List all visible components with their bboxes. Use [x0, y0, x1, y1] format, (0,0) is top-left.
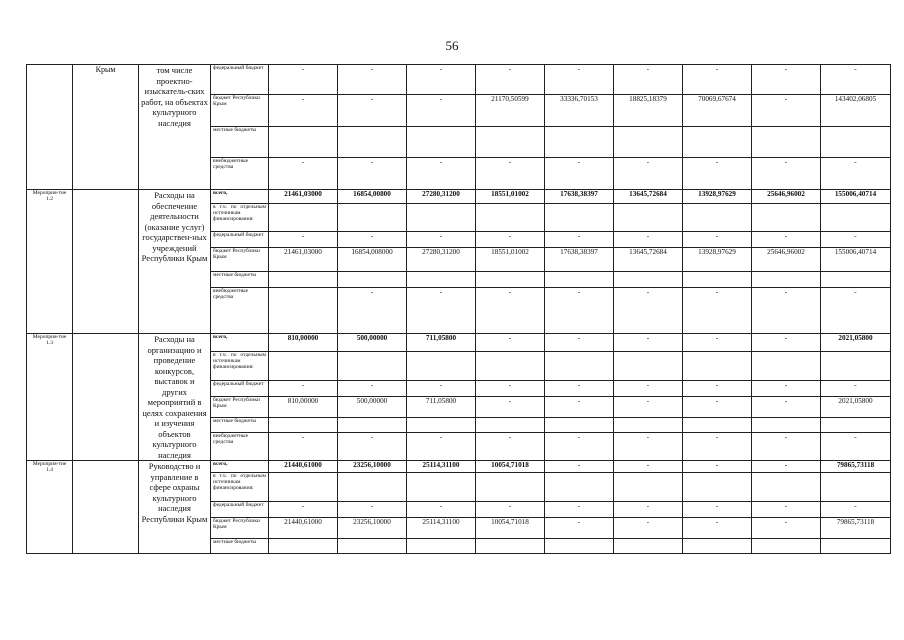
- amount-cell: [269, 204, 338, 232]
- amount-cell: -: [683, 158, 752, 190]
- amount-cell: [752, 272, 821, 288]
- amount-cell: [269, 352, 338, 380]
- amount-cell: -: [545, 461, 614, 473]
- amount-cell: 18825,18379: [614, 95, 683, 127]
- amount-cell: [338, 352, 407, 380]
- funding-source: федеральный бюджет: [211, 65, 269, 95]
- amount-cell: -: [338, 158, 407, 190]
- funding-source: бюджет Республики Крым: [211, 518, 269, 539]
- amount-cell: 25646,96002: [752, 190, 821, 204]
- amount-cell: -: [476, 158, 545, 190]
- amount-cell: 79865,73118: [821, 461, 891, 473]
- amount-cell: [821, 204, 891, 232]
- amount-cell: 17638,38397: [545, 248, 614, 272]
- table-row: [27, 190, 891, 204]
- amount-cell: 16854,00800: [338, 190, 407, 204]
- amount-cell: 810,00000: [269, 334, 338, 352]
- amount-cell: [752, 418, 821, 432]
- amount-cell: -: [338, 288, 407, 334]
- amount-cell: [407, 473, 476, 502]
- amount-cell: 21461,03000: [269, 190, 338, 204]
- amount-cell: [338, 418, 407, 432]
- amount-cell: -: [269, 502, 338, 518]
- amount-cell: [269, 272, 338, 288]
- amount-cell: [752, 127, 821, 158]
- table-row: [27, 65, 891, 95]
- amount-cell: -: [752, 380, 821, 396]
- funding-source: местные бюджеты: [211, 539, 269, 554]
- event-label: Мероприя-тие 1.4: [27, 461, 73, 554]
- amount-cell: [683, 418, 752, 432]
- amount-cell: -: [269, 232, 338, 248]
- amount-cell: [269, 288, 338, 334]
- amount-cell: -: [614, 232, 683, 248]
- amount-cell: [821, 352, 891, 380]
- amount-cell: [614, 473, 683, 502]
- amount-cell: [476, 539, 545, 554]
- amount-cell: -: [545, 288, 614, 334]
- amount-cell: -: [752, 461, 821, 473]
- funding-source: местные бюджеты: [211, 418, 269, 432]
- amount-cell: -: [545, 334, 614, 352]
- amount-cell: [752, 539, 821, 554]
- amount-cell: 711,05800: [407, 334, 476, 352]
- amount-cell: 18551,01002: [476, 248, 545, 272]
- amount-cell: -: [338, 432, 407, 460]
- amount-cell: -: [683, 518, 752, 539]
- amount-cell: [545, 473, 614, 502]
- amount-cell: -: [407, 380, 476, 396]
- amount-cell: [338, 473, 407, 502]
- funding-source: федеральный бюджет: [211, 502, 269, 518]
- amount-cell: 500,00000: [338, 396, 407, 417]
- funding-source: внебюджетные средства: [211, 158, 269, 190]
- amount-cell: [545, 204, 614, 232]
- amount-cell: 155006,40714: [821, 248, 891, 272]
- amount-cell: [683, 473, 752, 502]
- table-row: [27, 461, 891, 473]
- amount-cell: [614, 127, 683, 158]
- amount-cell: 79865,73118: [821, 518, 891, 539]
- amount-cell: 13928,97629: [683, 190, 752, 204]
- amount-cell: 13645,72684: [614, 190, 683, 204]
- amount-cell: -: [752, 502, 821, 518]
- funding-source: внебюджетные средства: [211, 432, 269, 460]
- amount-cell: [821, 418, 891, 432]
- amount-cell: -: [614, 518, 683, 539]
- coexecutor-cell: [73, 334, 139, 461]
- amount-cell: -: [752, 432, 821, 460]
- coexecutor-cell: Крым: [73, 65, 139, 190]
- amount-cell: [269, 127, 338, 158]
- amount-cell: -: [614, 334, 683, 352]
- funding-source: в т.ч. по отдельным источникам финансирования:: [211, 204, 269, 232]
- amount-cell: [752, 473, 821, 502]
- amount-cell: 21440,61000: [269, 461, 338, 473]
- amount-cell: -: [614, 502, 683, 518]
- amount-cell: -: [407, 95, 476, 127]
- amount-cell: -: [545, 396, 614, 417]
- funding-source: федеральный бюджет: [211, 232, 269, 248]
- amount-cell: [476, 272, 545, 288]
- amount-cell: [545, 127, 614, 158]
- amount-cell: [821, 127, 891, 158]
- funding-source: федеральный бюджет: [211, 380, 269, 396]
- table-row: [27, 334, 891, 352]
- amount-cell: [821, 473, 891, 502]
- amount-cell: -: [614, 288, 683, 334]
- amount-cell: -: [338, 380, 407, 396]
- amount-cell: -: [407, 232, 476, 248]
- budget-table: [26, 64, 891, 554]
- amount-cell: -: [683, 232, 752, 248]
- amount-cell: -: [407, 502, 476, 518]
- amount-cell: [614, 539, 683, 554]
- amount-cell: 13645,72684: [614, 248, 683, 272]
- amount-cell: [476, 204, 545, 232]
- amount-cell: -: [476, 432, 545, 460]
- amount-cell: 155006,40714: [821, 190, 891, 204]
- amount-cell: 25114,31100: [407, 518, 476, 539]
- amount-cell: -: [269, 432, 338, 460]
- amount-cell: -: [752, 334, 821, 352]
- amount-cell: [683, 352, 752, 380]
- amount-cell: [407, 418, 476, 432]
- amount-cell: 33336,70153: [545, 95, 614, 127]
- amount-cell: -: [683, 288, 752, 334]
- amount-cell: [269, 539, 338, 554]
- amount-cell: [338, 204, 407, 232]
- coexecutor-cell: [73, 190, 139, 334]
- amount-cell: [338, 539, 407, 554]
- amount-cell: -: [614, 380, 683, 396]
- amount-cell: 2021,05800: [821, 334, 891, 352]
- amount-cell: -: [752, 158, 821, 190]
- amount-cell: -: [614, 461, 683, 473]
- amount-cell: 18551,01002: [476, 190, 545, 204]
- amount-cell: 810,00000: [269, 396, 338, 417]
- amount-cell: -: [476, 334, 545, 352]
- amount-cell: -: [476, 288, 545, 334]
- amount-cell: -: [545, 502, 614, 518]
- event-label: Мероприя-тие 1.3: [27, 334, 73, 461]
- amount-cell: [614, 204, 683, 232]
- amount-cell: [545, 272, 614, 288]
- amount-cell: -: [821, 288, 891, 334]
- amount-cell: [407, 352, 476, 380]
- funding-source: всего,: [211, 334, 269, 352]
- amount-cell: -: [683, 396, 752, 417]
- event-name: Расходы на организацию и проведение конкурсов, выставок и других мероприятий в целях сохранения и изучения объектов культурного наследия: [139, 334, 211, 461]
- amount-cell: -: [338, 502, 407, 518]
- funding-source: бюджет Республики Крым: [211, 396, 269, 417]
- amount-cell: 21461,03000: [269, 248, 338, 272]
- amount-cell: -: [683, 461, 752, 473]
- amount-cell: 143402,06805: [821, 95, 891, 127]
- event-label: Мероприя-тие 1.2: [27, 190, 73, 334]
- amount-cell: [683, 204, 752, 232]
- amount-cell: -: [683, 502, 752, 518]
- amount-cell: -: [752, 65, 821, 95]
- amount-cell: [476, 127, 545, 158]
- amount-cell: 711,05800: [407, 396, 476, 417]
- amount-cell: [269, 473, 338, 502]
- funding-source: местные бюджеты: [211, 272, 269, 288]
- amount-cell: -: [476, 380, 545, 396]
- funding-source: бюджет Республики Крым: [211, 248, 269, 272]
- amount-cell: -: [545, 65, 614, 95]
- amount-cell: -: [821, 158, 891, 190]
- amount-cell: -: [614, 432, 683, 460]
- amount-cell: [683, 272, 752, 288]
- amount-cell: -: [269, 65, 338, 95]
- amount-cell: -: [752, 518, 821, 539]
- page-number: 56: [445, 38, 459, 53]
- amount-cell: -: [407, 432, 476, 460]
- amount-cell: 2021,05800: [821, 396, 891, 417]
- amount-cell: [683, 539, 752, 554]
- amount-cell: -: [614, 158, 683, 190]
- amount-cell: -: [407, 158, 476, 190]
- amount-cell: -: [683, 65, 752, 95]
- amount-cell: [407, 539, 476, 554]
- amount-cell: -: [752, 95, 821, 127]
- amount-cell: -: [407, 65, 476, 95]
- amount-cell: -: [683, 432, 752, 460]
- amount-cell: 27280,31200: [407, 190, 476, 204]
- amount-cell: -: [683, 380, 752, 396]
- funding-source: местные бюджеты: [211, 127, 269, 158]
- amount-cell: 25114,31100: [407, 461, 476, 473]
- amount-cell: [545, 352, 614, 380]
- funding-source: всего,: [211, 190, 269, 204]
- amount-cell: [545, 539, 614, 554]
- amount-cell: [476, 352, 545, 380]
- amount-cell: [545, 418, 614, 432]
- amount-cell: -: [476, 502, 545, 518]
- funding-source: всего,: [211, 461, 269, 473]
- event-label: [27, 65, 73, 190]
- amount-cell: -: [476, 65, 545, 95]
- amount-cell: 27280,31200: [407, 248, 476, 272]
- amount-cell: [407, 127, 476, 158]
- amount-cell: [476, 473, 545, 502]
- amount-cell: -: [821, 65, 891, 95]
- amount-cell: -: [821, 232, 891, 248]
- amount-cell: 70069,67674: [683, 95, 752, 127]
- amount-cell: 21170,50599: [476, 95, 545, 127]
- funding-source: в т.ч. по отдельным источникам финансирования:: [211, 352, 269, 380]
- amount-cell: [614, 352, 683, 380]
- amount-cell: [338, 127, 407, 158]
- amount-cell: -: [269, 95, 338, 127]
- amount-cell: -: [614, 65, 683, 95]
- amount-cell: -: [269, 380, 338, 396]
- amount-cell: -: [821, 502, 891, 518]
- amount-cell: -: [821, 432, 891, 460]
- amount-cell: 16854,008000: [338, 248, 407, 272]
- amount-cell: 17638,38397: [545, 190, 614, 204]
- amount-cell: -: [338, 232, 407, 248]
- coexecutor-cell: [73, 461, 139, 554]
- amount-cell: -: [338, 65, 407, 95]
- amount-cell: -: [545, 518, 614, 539]
- amount-cell: [683, 127, 752, 158]
- amount-cell: -: [545, 432, 614, 460]
- amount-cell: 21440,61000: [269, 518, 338, 539]
- amount-cell: -: [683, 334, 752, 352]
- amount-cell: [269, 418, 338, 432]
- amount-cell: -: [614, 396, 683, 417]
- amount-cell: -: [338, 95, 407, 127]
- amount-cell: -: [545, 380, 614, 396]
- amount-cell: -: [821, 380, 891, 396]
- amount-cell: -: [752, 232, 821, 248]
- amount-cell: [752, 204, 821, 232]
- amount-cell: 10054,71018: [476, 461, 545, 473]
- event-name: Руководство и управление в сфере охраны культурного наследия Республики Крым: [139, 461, 211, 554]
- funding-source: в т.ч. по отдельным источникам финансирования:: [211, 473, 269, 502]
- amount-cell: [614, 418, 683, 432]
- amount-cell: [476, 418, 545, 432]
- amount-cell: -: [752, 396, 821, 417]
- funding-source: бюджет Республики Крым: [211, 95, 269, 127]
- event-name: том числе проектно-изыскатель-ских работ, на объектах культурного наследия: [139, 65, 211, 190]
- amount-cell: 23256,10000: [338, 518, 407, 539]
- amount-cell: [407, 204, 476, 232]
- funding-source: внебюджетные средства: [211, 288, 269, 334]
- amount-cell: [338, 272, 407, 288]
- amount-cell: -: [752, 288, 821, 334]
- amount-cell: 10054,71018: [476, 518, 545, 539]
- amount-cell: [614, 272, 683, 288]
- amount-cell: -: [545, 158, 614, 190]
- amount-cell: 25646,96002: [752, 248, 821, 272]
- amount-cell: [821, 539, 891, 554]
- amount-cell: 23256,10000: [338, 461, 407, 473]
- amount-cell: [821, 272, 891, 288]
- amount-cell: -: [545, 232, 614, 248]
- amount-cell: 13928,97629: [683, 248, 752, 272]
- amount-cell: -: [269, 158, 338, 190]
- amount-cell: -: [407, 288, 476, 334]
- event-name: Расходы на обеспечение деятельности (оказание услуг) государствен-ных учреждений Республики Крым: [139, 190, 211, 334]
- amount-cell: [407, 272, 476, 288]
- amount-cell: [752, 352, 821, 380]
- amount-cell: -: [476, 232, 545, 248]
- amount-cell: 500,00000: [338, 334, 407, 352]
- amount-cell: -: [476, 396, 545, 417]
